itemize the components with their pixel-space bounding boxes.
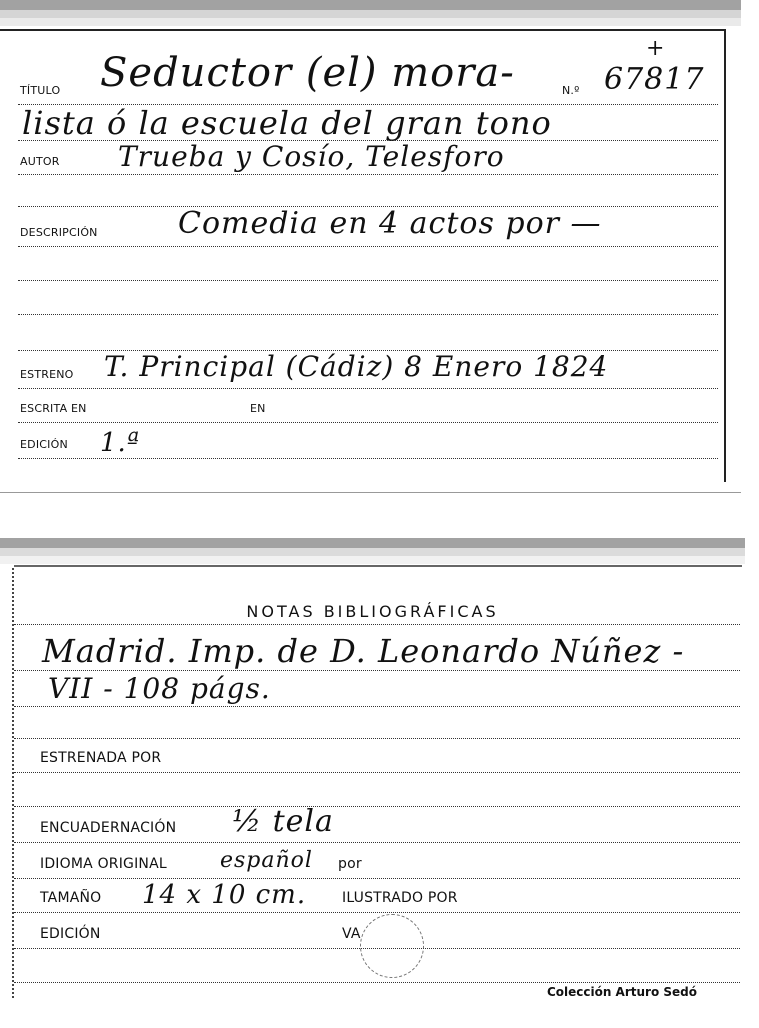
card-top-edge-texture: [0, 0, 741, 34]
numero-value: 67817: [604, 62, 705, 97]
card-left-border: [12, 568, 14, 998]
notas-line-1: Madrid. Imp. de D. Leonardo Núñez -: [42, 632, 685, 670]
encuadernacion-label: ENCUADERNACIÓN: [40, 820, 177, 836]
rule-descripcion: [18, 246, 718, 247]
valor-label: VA: [342, 926, 361, 942]
rule-blank-5: [14, 806, 740, 807]
titulo-value: Seductor (el) mora-: [100, 50, 515, 96]
idioma-original-label: IDIOMA ORIGINAL: [40, 856, 167, 872]
rule-edicion: [18, 458, 718, 459]
rule-notas-2: [14, 706, 740, 707]
estreno-value: T. Principal (Cádiz) 8 Enero 1824: [104, 350, 609, 383]
descripcion-label: DESCRIPCIÓN: [20, 226, 98, 239]
titulo-continuation: lista ó la escuela del gran tono: [22, 104, 552, 142]
numero-mark: +: [646, 36, 666, 61]
numero-label: N.º: [562, 84, 580, 97]
en-label: EN: [250, 402, 266, 415]
idioma-value: español: [220, 848, 313, 873]
tamano-label: TAMAÑO: [40, 890, 102, 906]
card-right-border: [724, 30, 726, 482]
rule-encuadernacion: [14, 842, 740, 843]
rule-blank-6: [14, 982, 740, 983]
catalog-card-front: [0, 0, 741, 493]
card-bottom-edge: [0, 492, 741, 493]
rule-notas-1: [14, 670, 740, 671]
descripcion-value: Comedia en 4 actos por —: [178, 206, 602, 241]
tamano-value: 14 x 10 cm.: [142, 880, 307, 910]
stamp-mark: [360, 914, 424, 978]
autor-value: Trueba y Cosío, Telesforo: [118, 140, 505, 173]
edicion-back-label: EDICIÓN: [40, 926, 101, 942]
encuadernacion-value: ½ tela: [232, 804, 334, 839]
autor-label: AUTOR: [20, 155, 60, 168]
rule-estrenada: [14, 772, 740, 773]
rule-heading: [14, 624, 740, 625]
rule-notas-3: [14, 738, 740, 739]
rule-edicion-back: [14, 948, 740, 949]
notas-heading: NOTAS BIBLIOGRÁFICAS: [246, 602, 499, 621]
rule-blank-2: [18, 280, 718, 281]
estrenada-por-label: ESTRENADA POR: [40, 750, 162, 766]
estreno-label: ESTRENO: [20, 368, 74, 381]
rule-tamano: [14, 912, 740, 913]
edicion-value: 1.ª: [100, 428, 141, 458]
rule-estreno: [18, 388, 718, 389]
coleccion-label: Colección Arturo Sedó: [546, 985, 697, 999]
escrita-en-label: ESCRITA EN: [20, 402, 87, 415]
titulo-label: TÍTULO: [20, 84, 61, 97]
rule-escrita: [18, 422, 718, 423]
rule-blank-3: [18, 314, 718, 315]
por-label: por: [338, 856, 362, 872]
ilustrado-por-label: ILUSTRADO POR: [342, 890, 458, 906]
rule-idioma: [14, 878, 740, 879]
edicion-label: EDICIÓN: [20, 438, 68, 451]
card-top-edge-texture: [0, 532, 745, 568]
notas-line-2: VII - 108 págs.: [48, 672, 271, 705]
rule-autor: [18, 174, 718, 175]
